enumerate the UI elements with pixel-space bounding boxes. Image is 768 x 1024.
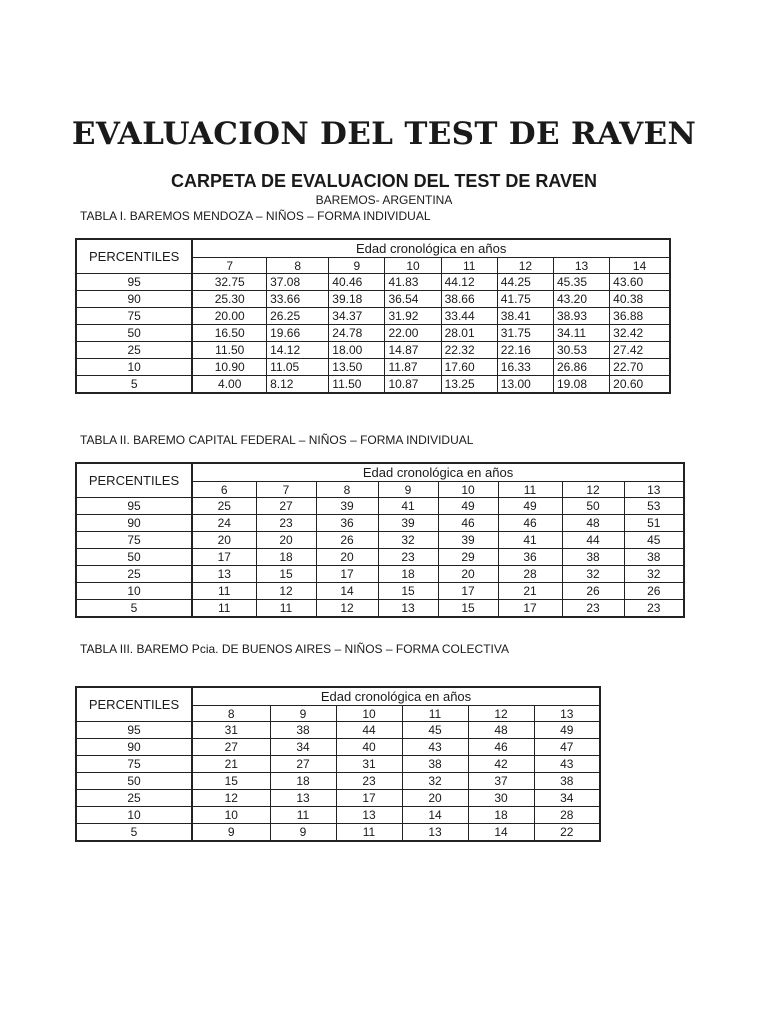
score-cell: 28 bbox=[498, 566, 562, 583]
table-row bbox=[76, 824, 600, 842]
age-header-cell: 6 bbox=[192, 482, 256, 498]
percentile-cell: 5 bbox=[76, 824, 192, 842]
score-cell: 11 bbox=[336, 824, 402, 842]
score-cell: 32.75 bbox=[192, 274, 266, 291]
score-cell: 43.20 bbox=[553, 291, 609, 308]
percentile-cell: 75 bbox=[76, 756, 192, 773]
percentile-cell: 25 bbox=[76, 790, 192, 807]
score-cell: 53 bbox=[624, 498, 684, 515]
score-cell: 9 bbox=[192, 824, 270, 842]
percentile-cell: 50 bbox=[76, 549, 192, 566]
age-header-cell: 12 bbox=[562, 482, 624, 498]
age-header-cell: 12 bbox=[468, 706, 534, 722]
score-cell: 30.53 bbox=[553, 342, 609, 359]
score-cell: 38.93 bbox=[553, 308, 609, 325]
score-cell: 26 bbox=[562, 583, 624, 600]
age-header-cell: 8 bbox=[192, 706, 270, 722]
table-row bbox=[76, 274, 670, 291]
table-row bbox=[76, 291, 670, 308]
score-cell: 17.60 bbox=[441, 359, 497, 376]
age-group-header: Edad cronológica en años bbox=[192, 239, 670, 258]
document-subtitle: CARPETA DE EVALUACION DEL TEST DE RAVEN bbox=[170, 171, 598, 191]
percentile-cell: 50 bbox=[76, 773, 192, 790]
score-cell: 44 bbox=[336, 722, 402, 739]
age-header-cell: 11 bbox=[402, 706, 468, 722]
percentile-cell: 90 bbox=[76, 515, 192, 532]
score-cell: 12 bbox=[192, 790, 270, 807]
score-cell: 10 bbox=[192, 807, 270, 824]
score-cell: 43 bbox=[402, 739, 468, 756]
baremo-table-mendoza bbox=[75, 238, 671, 394]
score-cell: 28.01 bbox=[441, 325, 497, 342]
score-cell: 41 bbox=[378, 498, 438, 515]
score-cell: 13 bbox=[402, 824, 468, 842]
score-cell: 9 bbox=[270, 824, 336, 842]
table-caption-3: TABLA III. BAREMO Pcia. DE BUENOS AIRES – NIÑOS – FORMA COLECTIVA bbox=[80, 642, 509, 656]
age-header-cell: 13 bbox=[534, 706, 600, 722]
score-cell: 17 bbox=[438, 583, 498, 600]
table-row bbox=[76, 807, 600, 824]
table-row bbox=[76, 790, 600, 807]
page-title: EVALUACION DEL TEST DE RAVEN bbox=[71, 116, 697, 152]
percentiles-header: PERCENTILES bbox=[76, 687, 192, 722]
score-cell: 18 bbox=[270, 773, 336, 790]
score-cell: 30 bbox=[468, 790, 534, 807]
age-header-cell: 13 bbox=[553, 258, 609, 274]
age-header-cell: 10 bbox=[385, 258, 441, 274]
table-caption-2: TABLA II. BAREMO CAPITAL FEDERAL – NIÑOS – FORMA INDIVIDUAL bbox=[80, 433, 474, 447]
score-cell: 10.87 bbox=[385, 376, 441, 394]
score-cell: 36.54 bbox=[385, 291, 441, 308]
score-cell: 27 bbox=[256, 498, 316, 515]
score-cell: 18 bbox=[468, 807, 534, 824]
score-cell: 15 bbox=[378, 583, 438, 600]
table-body bbox=[76, 498, 684, 618]
score-cell: 13 bbox=[378, 600, 438, 618]
score-cell: 22.00 bbox=[385, 325, 441, 342]
score-cell: 39 bbox=[438, 532, 498, 549]
score-cell: 38 bbox=[270, 722, 336, 739]
score-cell: 38 bbox=[624, 549, 684, 566]
percentile-cell: 75 bbox=[76, 532, 192, 549]
score-cell: 13 bbox=[192, 566, 256, 583]
score-cell: 17 bbox=[498, 600, 562, 618]
score-cell: 14.87 bbox=[385, 342, 441, 359]
percentile-cell: 50 bbox=[76, 325, 192, 342]
score-cell: 20 bbox=[256, 532, 316, 549]
score-cell: 13.25 bbox=[441, 376, 497, 394]
score-cell: 21 bbox=[498, 583, 562, 600]
score-cell: 8.12 bbox=[267, 376, 329, 394]
score-cell: 38.66 bbox=[441, 291, 497, 308]
score-cell: 29 bbox=[438, 549, 498, 566]
score-cell: 43 bbox=[534, 756, 600, 773]
score-cell: 31 bbox=[336, 756, 402, 773]
score-cell: 20 bbox=[438, 566, 498, 583]
percentile-cell: 10 bbox=[76, 359, 192, 376]
table-row bbox=[76, 566, 684, 583]
score-cell: 26.25 bbox=[267, 308, 329, 325]
score-cell: 37.08 bbox=[267, 274, 329, 291]
score-cell: 11.05 bbox=[267, 359, 329, 376]
score-cell: 48 bbox=[562, 515, 624, 532]
age-header-cell: 10 bbox=[336, 706, 402, 722]
percentile-cell: 95 bbox=[76, 498, 192, 515]
table-row bbox=[76, 722, 600, 739]
score-cell: 49 bbox=[534, 722, 600, 739]
score-cell: 22.16 bbox=[497, 342, 553, 359]
age-header-cell: 11 bbox=[441, 258, 497, 274]
table-row bbox=[76, 549, 684, 566]
score-cell: 34 bbox=[270, 739, 336, 756]
score-cell: 26 bbox=[316, 532, 378, 549]
table-row bbox=[76, 756, 600, 773]
percentile-cell: 10 bbox=[76, 583, 192, 600]
age-header-cell: 9 bbox=[329, 258, 385, 274]
score-cell: 46 bbox=[438, 515, 498, 532]
score-cell: 15 bbox=[192, 773, 270, 790]
score-cell: 4.00 bbox=[192, 376, 266, 394]
score-cell: 40 bbox=[336, 739, 402, 756]
score-cell: 41 bbox=[498, 532, 562, 549]
score-cell: 17 bbox=[336, 790, 402, 807]
score-cell: 32 bbox=[378, 532, 438, 549]
score-cell: 18.00 bbox=[329, 342, 385, 359]
age-header-cell: 9 bbox=[270, 706, 336, 722]
score-cell: 24.78 bbox=[329, 325, 385, 342]
score-cell: 34.11 bbox=[553, 325, 609, 342]
score-cell: 14 bbox=[402, 807, 468, 824]
percentile-cell: 5 bbox=[76, 376, 192, 394]
score-cell: 16.33 bbox=[497, 359, 553, 376]
percentile-cell: 95 bbox=[76, 274, 192, 291]
score-cell: 13.50 bbox=[329, 359, 385, 376]
score-cell: 27.42 bbox=[610, 342, 670, 359]
table-row bbox=[76, 515, 684, 532]
score-cell: 13 bbox=[270, 790, 336, 807]
score-cell: 27 bbox=[270, 756, 336, 773]
score-cell: 11 bbox=[256, 600, 316, 618]
percentile-cell: 95 bbox=[76, 722, 192, 739]
score-cell: 12 bbox=[256, 583, 316, 600]
table-caption-1: TABLA I. BAREMOS MENDOZA – NIÑOS – FORMA INDIVIDUAL bbox=[80, 209, 431, 223]
percentile-cell: 90 bbox=[76, 291, 192, 308]
score-cell: 34.37 bbox=[329, 308, 385, 325]
score-cell: 18 bbox=[378, 566, 438, 583]
score-cell: 14.12 bbox=[267, 342, 329, 359]
score-cell: 11.50 bbox=[329, 376, 385, 394]
table-row bbox=[76, 376, 670, 394]
table-row bbox=[76, 359, 670, 376]
score-cell: 36 bbox=[316, 515, 378, 532]
score-cell: 34 bbox=[534, 790, 600, 807]
score-cell: 49 bbox=[498, 498, 562, 515]
score-cell: 19.08 bbox=[553, 376, 609, 394]
score-cell: 41.75 bbox=[497, 291, 553, 308]
score-cell: 22 bbox=[534, 824, 600, 842]
score-cell: 49 bbox=[438, 498, 498, 515]
score-cell: 47 bbox=[534, 739, 600, 756]
table-row bbox=[76, 583, 684, 600]
age-header-cell: 7 bbox=[256, 482, 316, 498]
score-cell: 32.42 bbox=[610, 325, 670, 342]
age-header-cell: 11 bbox=[498, 482, 562, 498]
score-cell: 11 bbox=[192, 583, 256, 600]
score-cell: 23 bbox=[562, 600, 624, 618]
score-cell: 38 bbox=[402, 756, 468, 773]
score-cell: 27 bbox=[192, 739, 270, 756]
score-cell: 17 bbox=[316, 566, 378, 583]
score-cell: 50 bbox=[562, 498, 624, 515]
score-cell: 23 bbox=[256, 515, 316, 532]
table-body bbox=[76, 722, 600, 842]
score-cell: 43.60 bbox=[610, 274, 670, 291]
score-cell: 31 bbox=[192, 722, 270, 739]
baremos-heading: BAREMOS- ARGENTINA bbox=[315, 193, 453, 207]
score-cell: 26.86 bbox=[553, 359, 609, 376]
score-cell: 14 bbox=[316, 583, 378, 600]
score-cell: 21 bbox=[192, 756, 270, 773]
age-header-cell: 13 bbox=[624, 482, 684, 498]
score-cell: 31.92 bbox=[385, 308, 441, 325]
score-cell: 36 bbox=[498, 549, 562, 566]
score-cell: 46 bbox=[468, 739, 534, 756]
percentile-cell: 5 bbox=[76, 600, 192, 618]
age-header-cell: 9 bbox=[378, 482, 438, 498]
score-cell: 46 bbox=[498, 515, 562, 532]
score-cell: 39.18 bbox=[329, 291, 385, 308]
score-cell: 45 bbox=[624, 532, 684, 549]
age-group-header: Edad cronológica en años bbox=[192, 463, 684, 482]
age-header-cell: 8 bbox=[267, 258, 329, 274]
score-cell: 22.32 bbox=[441, 342, 497, 359]
table-row bbox=[76, 600, 684, 618]
percentile-cell: 90 bbox=[76, 739, 192, 756]
score-cell: 44 bbox=[562, 532, 624, 549]
table-row bbox=[76, 532, 684, 549]
score-cell: 28 bbox=[534, 807, 600, 824]
percentile-cell: 10 bbox=[76, 807, 192, 824]
score-cell: 17 bbox=[192, 549, 256, 566]
table-body bbox=[76, 274, 670, 394]
score-cell: 15 bbox=[438, 600, 498, 618]
score-cell: 39 bbox=[316, 498, 378, 515]
score-cell: 13.00 bbox=[497, 376, 553, 394]
score-cell: 32 bbox=[624, 566, 684, 583]
table-row bbox=[76, 498, 684, 515]
score-cell: 18 bbox=[256, 549, 316, 566]
score-cell: 38 bbox=[562, 549, 624, 566]
score-cell: 26 bbox=[624, 583, 684, 600]
score-cell: 20.00 bbox=[192, 308, 266, 325]
age-group-header: Edad cronológica en años bbox=[192, 687, 600, 706]
table-row bbox=[76, 773, 600, 790]
score-cell: 10.90 bbox=[192, 359, 266, 376]
score-cell: 38 bbox=[534, 773, 600, 790]
table-row bbox=[76, 325, 670, 342]
table-row bbox=[76, 739, 600, 756]
score-cell: 42 bbox=[468, 756, 534, 773]
score-cell: 37 bbox=[468, 773, 534, 790]
score-cell: 45 bbox=[402, 722, 468, 739]
score-cell: 20 bbox=[192, 532, 256, 549]
score-cell: 39 bbox=[378, 515, 438, 532]
age-header-cell: 10 bbox=[438, 482, 498, 498]
score-cell: 44.25 bbox=[497, 274, 553, 291]
score-cell: 20 bbox=[402, 790, 468, 807]
score-cell: 19.66 bbox=[267, 325, 329, 342]
score-cell: 16.50 bbox=[192, 325, 266, 342]
score-cell: 12 bbox=[316, 600, 378, 618]
score-cell: 20.60 bbox=[610, 376, 670, 394]
score-cell: 32 bbox=[562, 566, 624, 583]
score-cell: 13 bbox=[336, 807, 402, 824]
score-cell: 48 bbox=[468, 722, 534, 739]
baremo-table-buenos-aires bbox=[75, 686, 601, 842]
score-cell: 24 bbox=[192, 515, 256, 532]
score-cell: 32 bbox=[402, 773, 468, 790]
score-cell: 41.83 bbox=[385, 274, 441, 291]
baremo-table-capital-federal bbox=[75, 462, 685, 618]
score-cell: 51 bbox=[624, 515, 684, 532]
score-cell: 40.46 bbox=[329, 274, 385, 291]
score-cell: 25 bbox=[192, 498, 256, 515]
score-cell: 44.12 bbox=[441, 274, 497, 291]
score-cell: 11.87 bbox=[385, 359, 441, 376]
score-cell: 11.50 bbox=[192, 342, 266, 359]
score-cell: 11 bbox=[192, 600, 256, 618]
score-cell: 23 bbox=[336, 773, 402, 790]
score-cell: 23 bbox=[378, 549, 438, 566]
score-cell: 45.35 bbox=[553, 274, 609, 291]
score-cell: 14 bbox=[468, 824, 534, 842]
score-cell: 15 bbox=[256, 566, 316, 583]
percentile-cell: 75 bbox=[76, 308, 192, 325]
score-cell: 33.44 bbox=[441, 308, 497, 325]
score-cell: 22.70 bbox=[610, 359, 670, 376]
score-cell: 38.41 bbox=[497, 308, 553, 325]
percentiles-header: PERCENTILES bbox=[76, 239, 192, 274]
percentile-cell: 25 bbox=[76, 566, 192, 583]
table-row bbox=[76, 308, 670, 325]
score-cell: 25.30 bbox=[192, 291, 266, 308]
score-cell: 40.38 bbox=[610, 291, 670, 308]
table-row bbox=[76, 342, 670, 359]
score-cell: 31.75 bbox=[497, 325, 553, 342]
age-header-cell: 12 bbox=[497, 258, 553, 274]
score-cell: 36.88 bbox=[610, 308, 670, 325]
score-cell: 11 bbox=[270, 807, 336, 824]
percentiles-header: PERCENTILES bbox=[76, 463, 192, 498]
age-header-cell: 8 bbox=[316, 482, 378, 498]
score-cell: 23 bbox=[624, 600, 684, 618]
percentile-cell: 25 bbox=[76, 342, 192, 359]
score-cell: 20 bbox=[316, 549, 378, 566]
age-header-cell: 7 bbox=[192, 258, 266, 274]
score-cell: 33.66 bbox=[267, 291, 329, 308]
age-header-cell: 14 bbox=[610, 258, 670, 274]
